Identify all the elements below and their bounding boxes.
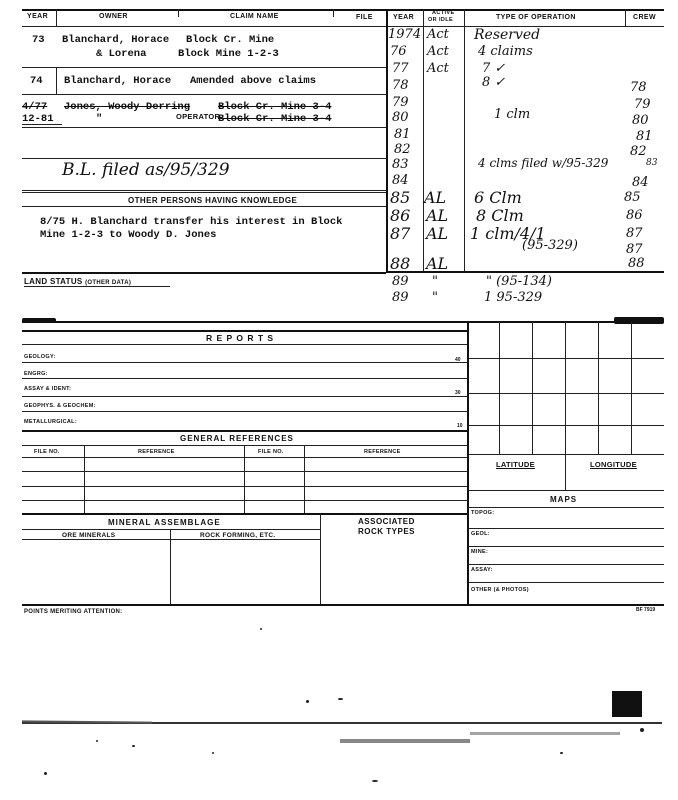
report-row-label: METALLURGICAL: bbox=[24, 419, 77, 425]
form-number: BF 7919 bbox=[636, 607, 656, 613]
activity-year: 89 bbox=[392, 274, 409, 289]
header-year-2: YEAR bbox=[393, 14, 415, 21]
grid-line bbox=[565, 322, 566, 454]
col-divider bbox=[464, 9, 465, 271]
speck bbox=[132, 745, 135, 747]
activity-crew: 87 bbox=[626, 226, 643, 241]
col-divider bbox=[565, 454, 566, 490]
activity-crew: 87 bbox=[626, 242, 643, 257]
reports-top-border bbox=[22, 321, 664, 323]
activity-year: 77 bbox=[392, 61, 409, 76]
activity-crew: 78 bbox=[630, 80, 647, 95]
header-year: YEAR bbox=[27, 13, 49, 20]
activity-operation: 4 clms filed w/95-329 bbox=[478, 156, 609, 170]
activity-operation: " (95-134) bbox=[486, 274, 553, 289]
operator-label: OPERATOR bbox=[176, 112, 221, 121]
speck bbox=[96, 740, 98, 742]
activity-crew: 88 bbox=[628, 256, 645, 271]
maps-assay-label: ASSAY: bbox=[471, 567, 493, 573]
row-divider bbox=[22, 500, 468, 501]
row-divider bbox=[22, 513, 468, 515]
mineral-assemblage-title: MINERAL ASSEMBLAGE bbox=[108, 518, 221, 527]
speck bbox=[560, 752, 563, 754]
header-type-of-operation: TYPE OF OPERATION bbox=[496, 14, 576, 21]
report-row-label: GEOPHYS. & GEOCHEM: bbox=[24, 403, 96, 409]
header-claim-name: CLAIM NAME bbox=[230, 13, 279, 20]
ownership-owner: " bbox=[96, 113, 103, 125]
row-divider bbox=[468, 528, 664, 529]
row-divider bbox=[22, 445, 468, 446]
activity-status: Act bbox=[427, 61, 449, 76]
ownership-claim: Amended above claims bbox=[190, 75, 317, 87]
row-divider bbox=[22, 127, 386, 128]
row-divider bbox=[22, 206, 386, 207]
col-divider bbox=[56, 9, 57, 27]
ownership-claim: Block Mine 1-2-3 bbox=[178, 48, 279, 60]
activity-status: Act bbox=[427, 27, 449, 42]
activity-crew: 86 bbox=[626, 208, 643, 223]
activity-crew: 81 bbox=[636, 129, 653, 144]
row-divider bbox=[468, 546, 664, 547]
top-border bbox=[22, 9, 664, 11]
grid-line bbox=[631, 322, 632, 454]
activity-status: AL bbox=[426, 254, 449, 273]
grid-line bbox=[468, 358, 664, 359]
speck bbox=[44, 772, 47, 775]
land-status-label: LAND STATUS (OTHER DATA) bbox=[24, 277, 132, 286]
row-divider bbox=[22, 362, 468, 363]
col-divider bbox=[84, 445, 85, 513]
col-divider bbox=[304, 445, 305, 513]
ownership-claim: Block Cr. Mine 3-4 bbox=[218, 101, 332, 113]
grid-line bbox=[499, 322, 500, 454]
ore-minerals-header: ORE MINERALS bbox=[62, 532, 116, 539]
ref-col-header: REFERENCE bbox=[364, 449, 401, 455]
header-active: ACTIVE bbox=[432, 10, 455, 16]
ref-col-header: FILE NO. bbox=[34, 449, 60, 455]
activity-operation: 1 95-329 bbox=[484, 290, 543, 305]
activity-crew: 85 bbox=[624, 190, 641, 205]
speck bbox=[212, 752, 214, 754]
activity-year: 81 bbox=[394, 127, 411, 142]
col-divider bbox=[56, 67, 57, 94]
report-row-label: ASSAY & IDENT: bbox=[24, 386, 72, 392]
activity-status: Act bbox=[427, 44, 449, 59]
associated-rock-types: ROCK TYPES bbox=[358, 527, 416, 536]
grid-line bbox=[598, 322, 599, 454]
activity-operation: 8 ✓ bbox=[482, 75, 506, 90]
activity-status: AL bbox=[426, 224, 449, 243]
maps-topog-label: TOPOG: bbox=[471, 510, 495, 516]
activity-year: 76 bbox=[390, 44, 407, 59]
header-crew: CREW bbox=[633, 14, 656, 21]
row-divider bbox=[22, 94, 386, 95]
maps-mine-label: MINE: bbox=[471, 549, 489, 555]
activity-status: AL bbox=[426, 206, 449, 225]
activity-operation: Reserved bbox=[474, 27, 541, 43]
ownership-year: 74 bbox=[30, 75, 43, 87]
grid-line bbox=[468, 425, 664, 426]
col-divider bbox=[244, 445, 245, 513]
report-row-label: ENGRG: bbox=[24, 371, 48, 377]
section-bottom-border bbox=[22, 604, 664, 606]
report-row-label: GEOLOGY: bbox=[24, 354, 56, 360]
activity-year: 89 bbox=[392, 290, 409, 305]
rock-forming-header: ROCK FORMING, ETC. bbox=[200, 532, 276, 539]
col-divider bbox=[178, 9, 179, 17]
other-persons-line: Mine 1-2-3 to Woody D. Jones bbox=[40, 229, 217, 241]
activity-year: 78 bbox=[392, 78, 409, 93]
row-divider bbox=[22, 396, 468, 397]
associated-rock-types: ASSOCIATED bbox=[358, 517, 415, 526]
maps-geol-label: GEOL: bbox=[471, 531, 490, 537]
ownership-year: 12-81 bbox=[22, 113, 54, 125]
speck bbox=[372, 780, 378, 782]
speck bbox=[306, 700, 309, 703]
speck bbox=[338, 698, 343, 700]
maps-title: MAPS bbox=[550, 495, 578, 504]
col-divider-main bbox=[386, 9, 388, 271]
activity-crew: 84 bbox=[632, 175, 649, 190]
reports-title: R E P O R T S bbox=[206, 333, 275, 343]
col-divider bbox=[333, 9, 334, 17]
activity-year: 84 bbox=[392, 173, 409, 188]
activity-year: 80 bbox=[392, 110, 409, 125]
report-row-number: 30 bbox=[455, 390, 461, 396]
scan-mark bbox=[612, 691, 642, 717]
ownership-owner: & Lorena bbox=[96, 48, 147, 60]
row-divider bbox=[468, 507, 664, 508]
activity-crew: 83 bbox=[646, 158, 658, 168]
row-divider bbox=[22, 411, 468, 412]
grid-line bbox=[468, 454, 664, 455]
row-divider bbox=[22, 378, 468, 379]
ref-col-header: FILE NO. bbox=[258, 449, 284, 455]
file-note: B.L. filed as/95/329 bbox=[62, 160, 230, 180]
col-divider bbox=[320, 513, 321, 605]
grid-line bbox=[532, 322, 533, 454]
activity-operation: 6 Clm bbox=[474, 188, 522, 207]
points-meriting-attention: POINTS MERITING ATTENTION: bbox=[24, 609, 123, 615]
longitude-label: LONGITUDE bbox=[590, 460, 637, 469]
row-divider bbox=[22, 344, 468, 345]
activity-year: 86 bbox=[390, 206, 411, 225]
scan-smudge bbox=[340, 739, 470, 743]
row-divider bbox=[22, 471, 468, 472]
activity-year: 85 bbox=[390, 188, 411, 207]
row-divider bbox=[468, 490, 664, 491]
row-divider bbox=[22, 457, 468, 458]
header-idle: OR IDLE bbox=[428, 17, 454, 23]
header-owner: OWNER bbox=[99, 13, 128, 20]
ownership-year: 4/77 bbox=[22, 101, 48, 113]
row-divider bbox=[22, 430, 468, 432]
row-divider bbox=[22, 190, 386, 191]
underline bbox=[22, 124, 62, 125]
header-divider bbox=[22, 26, 664, 27]
activity-year: 88 bbox=[390, 254, 411, 273]
scan-smudge bbox=[470, 732, 620, 735]
activity-status: AL bbox=[424, 188, 447, 207]
activity-year: 82 bbox=[394, 142, 411, 157]
report-row-number: 10 bbox=[457, 423, 463, 429]
activity-year: 87 bbox=[390, 224, 411, 243]
row-divider bbox=[468, 564, 664, 565]
report-row-number: 40 bbox=[455, 357, 461, 363]
activity-operation: 8 Clm bbox=[476, 206, 524, 225]
maps-other-label: OTHER (& PHOTOS) bbox=[471, 587, 529, 593]
ownership-owner: Blanchard, Horace bbox=[62, 34, 170, 46]
latitude-label: LATITUDE bbox=[496, 460, 535, 469]
activity-operation: 7 ✓ bbox=[482, 61, 506, 76]
ownership-claim: Block Cr. Mine 3-4 bbox=[218, 113, 332, 125]
activity-operation: (95-329) bbox=[522, 238, 578, 253]
row-divider bbox=[22, 486, 468, 487]
row-divider bbox=[468, 582, 664, 583]
ref-col-header: REFERENCE bbox=[138, 449, 175, 455]
activity-crew: 79 bbox=[634, 97, 651, 112]
activity-year: 83 bbox=[392, 157, 409, 172]
ownership-year: 73 bbox=[32, 34, 45, 46]
other-persons-title: OTHER PERSONS HAVING KNOWLEDGE bbox=[128, 196, 298, 205]
header-file: FILE bbox=[356, 14, 373, 21]
activity-operation: 1 clm bbox=[494, 107, 531, 122]
speck bbox=[260, 628, 262, 630]
row-divider bbox=[22, 539, 320, 540]
activity-crew: 80 bbox=[632, 113, 649, 128]
row-divider bbox=[22, 158, 386, 159]
activity-bottom-border bbox=[386, 271, 664, 273]
col-divider bbox=[625, 9, 626, 27]
activity-operation: 4 claims bbox=[478, 44, 533, 59]
activity-operation: 1 clm/4/1 bbox=[470, 224, 546, 243]
other-persons-line: 8/75 H. Blanchard transfer his interest in Block bbox=[40, 216, 343, 228]
general-references-title: GENERAL REFERENCES bbox=[180, 434, 294, 443]
grid-line bbox=[468, 393, 664, 394]
reports-right-border bbox=[467, 322, 469, 605]
ownership-owner: Blanchard, Horace bbox=[64, 75, 172, 87]
activity-status: " bbox=[432, 290, 438, 305]
land-status-border bbox=[22, 272, 386, 274]
activity-year: 79 bbox=[392, 95, 409, 110]
activity-status: " bbox=[432, 274, 438, 289]
row-divider bbox=[22, 67, 386, 68]
ownership-owner: Jones, Woody Derring bbox=[64, 101, 191, 113]
col-divider bbox=[170, 529, 171, 605]
activity-crew: 82 bbox=[630, 144, 647, 159]
land-status-underline bbox=[24, 286, 170, 287]
reports-divider bbox=[22, 330, 468, 332]
col-divider bbox=[423, 9, 424, 271]
row-divider bbox=[22, 529, 320, 530]
activity-year: 1974 bbox=[388, 27, 422, 42]
speck bbox=[640, 728, 644, 732]
ownership-claim: Block Cr. Mine bbox=[186, 34, 275, 46]
row-divider bbox=[22, 192, 386, 193]
